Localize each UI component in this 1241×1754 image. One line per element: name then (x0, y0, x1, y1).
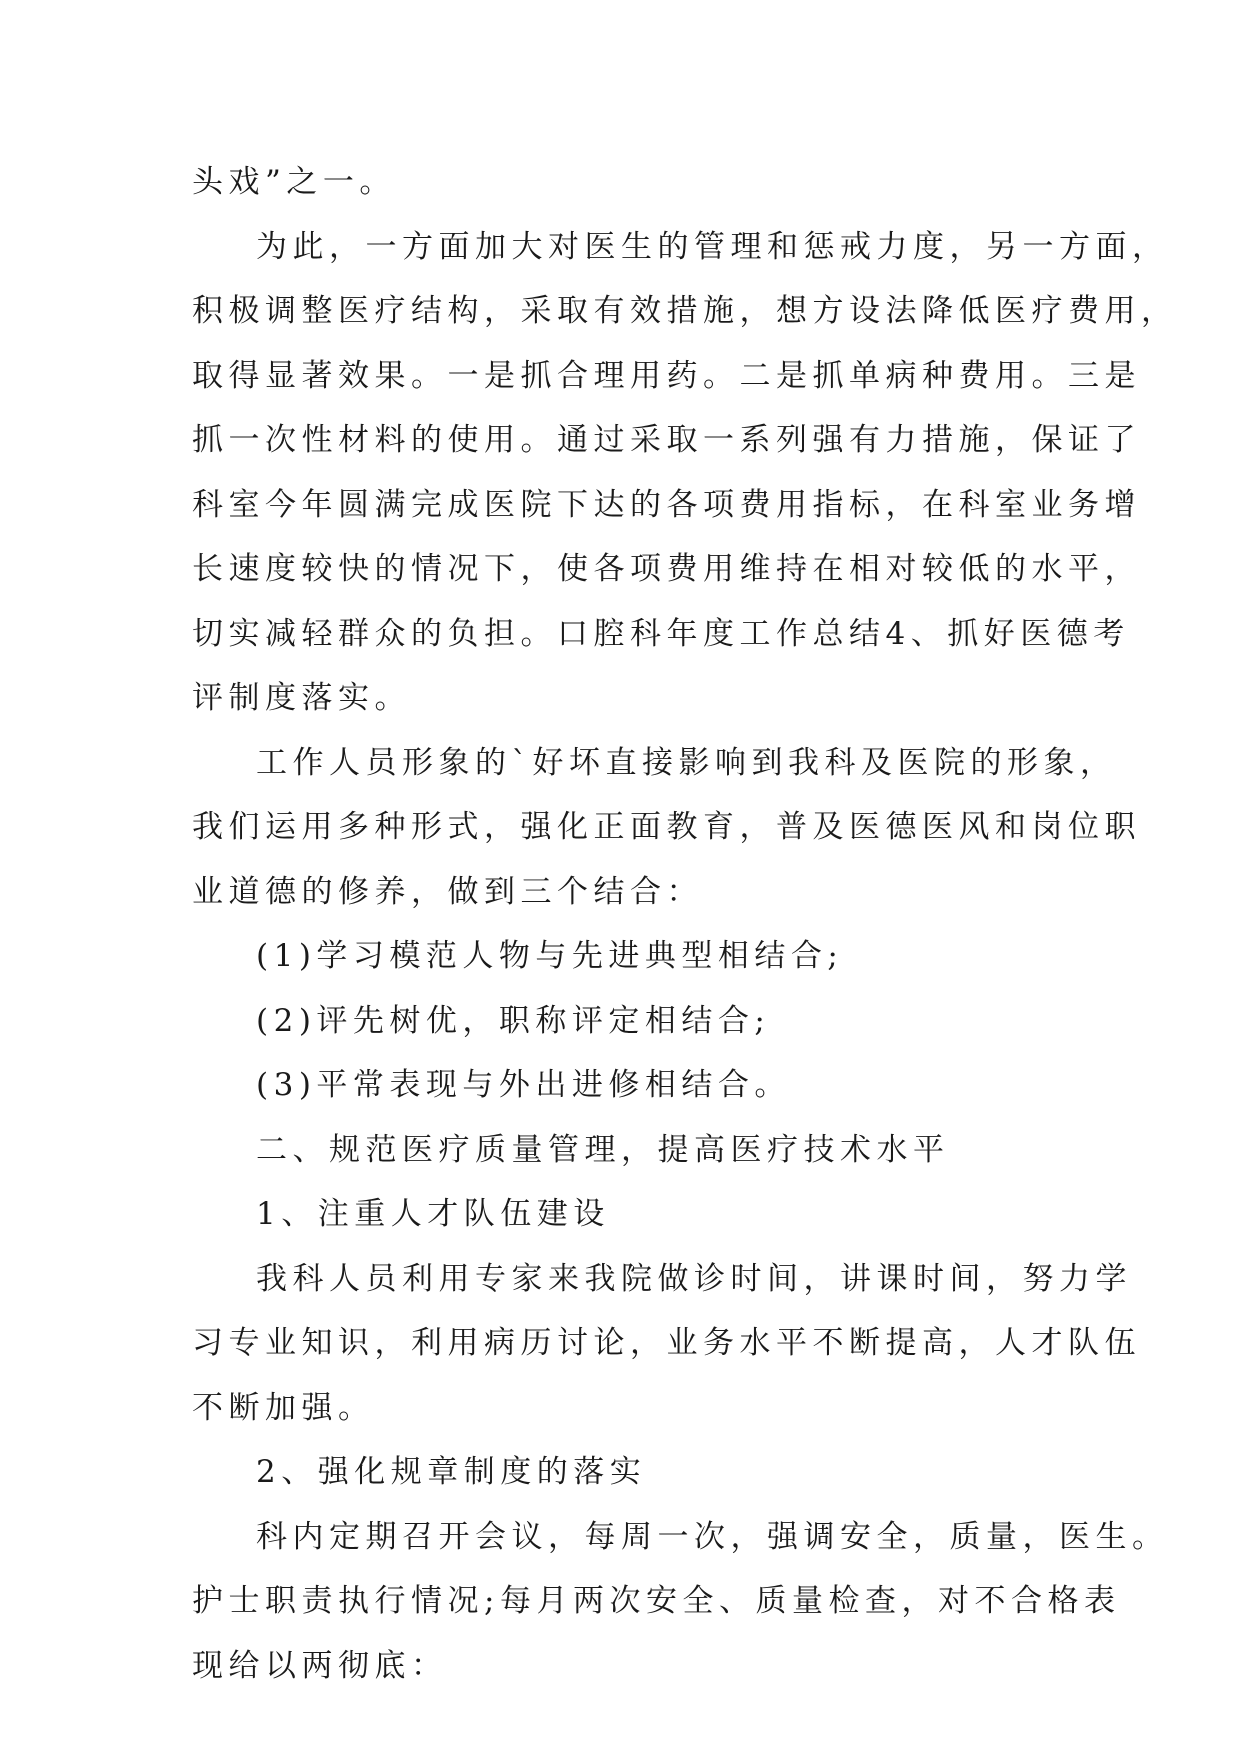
document-body (192, 150, 1178, 1698)
text-line: 积极调整医疗结构，采取有效措施，想方设法降低医疗费用， (192, 293, 1178, 329)
text-line: 科内定期召开会议，每周一次，强调安全，质量，医生。 (256, 1518, 1169, 1555)
text-line: 业道德的修养，做到三个结合： (192, 873, 703, 910)
text-line: 取得显著效果。一是抓合理用药。二是抓单病种费用。三是 (192, 357, 1141, 394)
text-line: 不断加强。 (192, 1389, 375, 1426)
text-line: 习专业知识，利用病历讨论，业务水平不断提高，人才队伍 (192, 1325, 1141, 1361)
list-item: (2)评先树优，职称评定相结合; (256, 1002, 771, 1039)
subsection-heading: 1、注重人才队伍建设 (256, 1196, 610, 1232)
text-line: 头戏”之一。 (192, 164, 396, 200)
text-line: 我们运用多种形式，强化正面教育，普及医德医风和岗位职 (192, 809, 1141, 845)
text-line: 评制度落实。 (192, 680, 411, 716)
text-line: 切实减轻群众的负担。口腔科年度工作总结4、抓好医德考 (192, 615, 1130, 652)
text-line: 现给以两彻底： (192, 1647, 448, 1684)
subsection-heading: 2、强化规章制度的落实 (256, 1454, 647, 1490)
section-heading: 二、规范医疗质量管理，提高医疗技术水平 (256, 1131, 950, 1168)
text-line: 为此，一方面加大对医生的管理和惩戒力度，另一方面， (256, 228, 1169, 265)
list-item: (1)学习模范人物与先进典型相结合; (256, 938, 844, 974)
text-line: 工作人员形象的`好坏直接影响到我科及医院的形象， (256, 744, 1117, 781)
list-item: (3)平常表现与外出进修相结合。 (256, 1067, 791, 1103)
text-line: 抓一次性材料的使用。通过采取一系列强有力措施，保证了 (192, 422, 1141, 458)
text-line: 科室今年圆满完成医院下达的各项费用指标，在科室业务增 (192, 486, 1141, 523)
text-line: 长速度较快的情况下，使各项费用维持在相对较低的水平， (192, 551, 1141, 587)
text-line: 护士职责执行情况;每月两次安全、质量检查，对不合格表 (192, 1583, 1121, 1619)
text-line: 我科人员利用专家来我院做诊时间，讲课时间，努力学 (256, 1260, 1132, 1297)
